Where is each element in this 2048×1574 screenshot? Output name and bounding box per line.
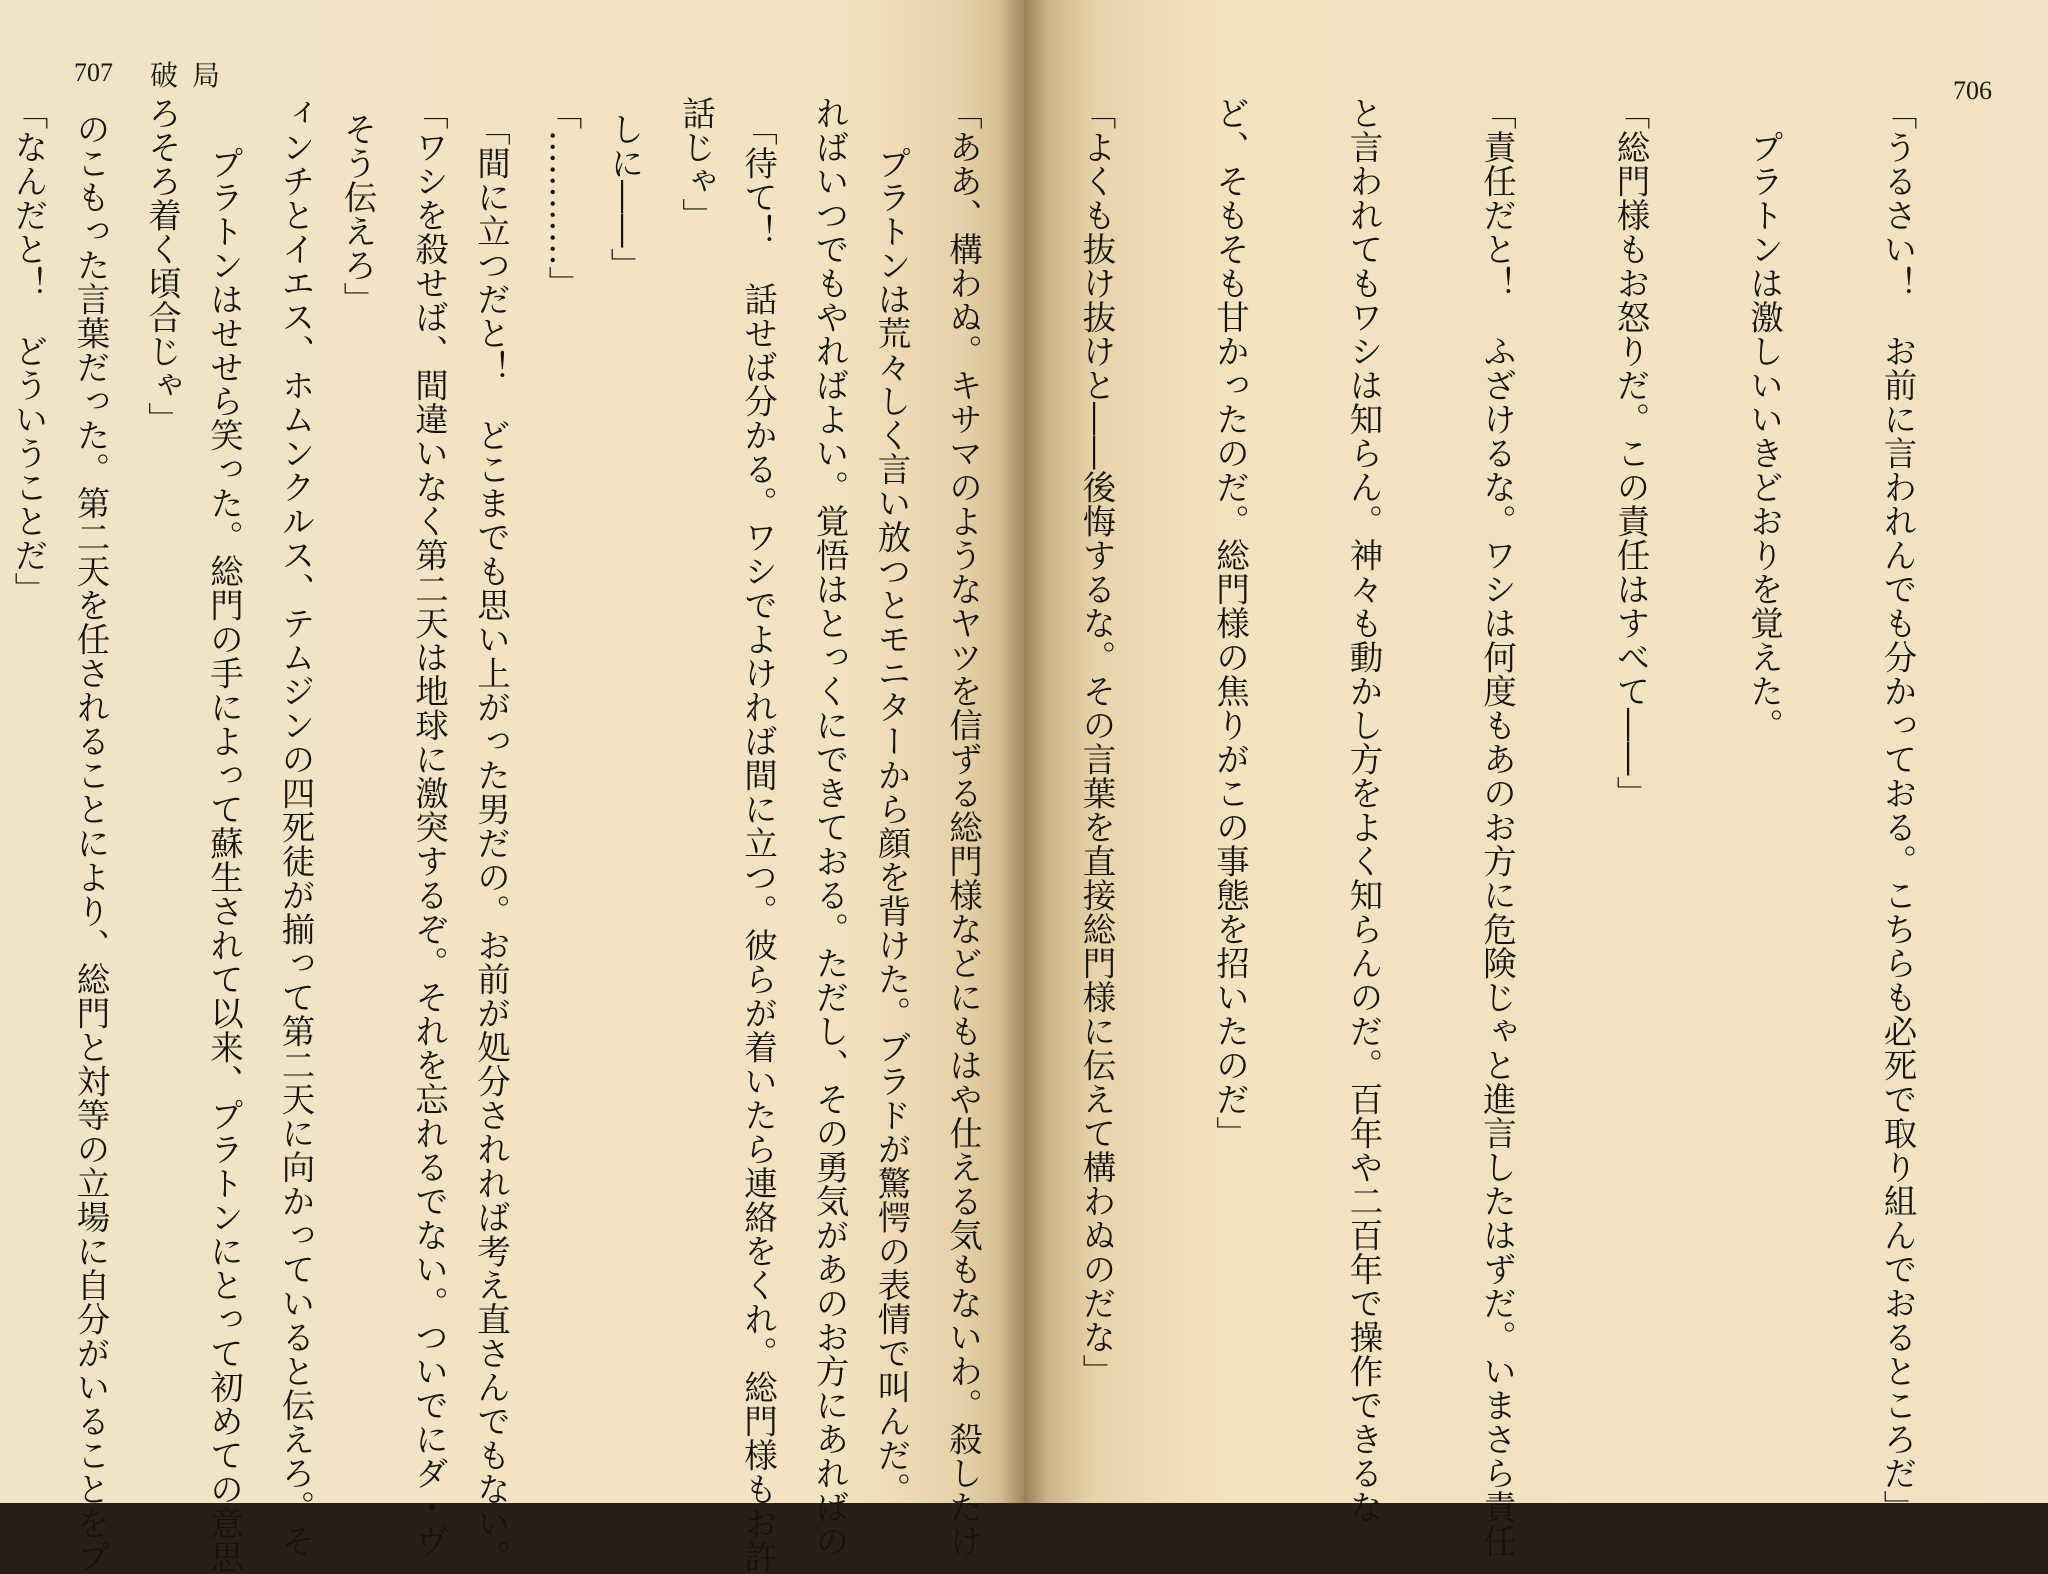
text-line: そう伝えろ」 <box>338 112 377 316</box>
running-head: 破局 <box>150 59 235 92</box>
text-line: 「なんだと！ どういうことだ」 <box>9 96 48 606</box>
text-line: 「待て！ 話せば分かる。ワシでよければ間に立つ。彼らが着いたら連絡をくれ。総門様もお許 <box>738 112 778 1574</box>
text-line: と言われてもワシは知らん。神々も動かし方をよく知らんのだ。百年や二百年で操作できるな <box>1344 96 1383 1524</box>
text-line: ろそろ着く頃合じゃ」 <box>142 96 182 436</box>
text-line: しに――」 <box>605 112 644 282</box>
text-line: 「総門様もお怒りだ。この責任はすべて――」 <box>1611 96 1650 810</box>
text-line: 「間に立つだと！ どこまでも思い上がった男だの。お前が処分されれば考え直さんでもない。 <box>471 112 511 1574</box>
text-line: プラトンは荒々しく言い放つとモニターから顔を背けた。ブラドが驚愕の表情で叫んだ。 <box>872 112 911 1506</box>
text-line: 「責任だと！ ふざけるな。ワシは何度もあのお方に危険じゃと進言したはずだ。いまさら責任 <box>1477 96 1517 1558</box>
text-line: のこもった言葉だった。第二天を任されることにより、総門と対等の立場に自分がいることをプ <box>71 112 110 1574</box>
text-line: 「ああ、構わぬ。キサマのようなヤツを信ずる総門様などにもはや仕える気もないわ。殺したけ <box>943 96 983 1558</box>
text-line: 「よくも抜け抜けと――後悔するな。その言葉を直接総門様に伝えて構わぬのだな」 <box>1077 96 1116 1388</box>
text-line: ればいつでもやればよい。覚悟はとっくにできておる。ただし、その勇気があのお方にあればの <box>810 96 849 1558</box>
text-line: プラトンは激しいいきどおりを覚えた。 <box>1744 96 1784 742</box>
text-line: 話じゃ」 <box>676 96 716 232</box>
text-line: ど、そもそも甘かったのだ。総門様の焦りがこの事態を招いたのだ」 <box>1210 96 1250 1150</box>
text-line: 「ワシを殺せば、間違いなく第二天は地球に激突するぞ。それを忘れるでない。ついでにダ・ヴ <box>409 96 449 1558</box>
text-line: ィンチとイエス、ホムンクルス、テムジンの四死徒が揃って第二天に向かっていると伝えろ。そ <box>276 96 315 1558</box>
text-line: 「…………」 <box>543 96 582 300</box>
page-number-left: 707 <box>74 58 113 87</box>
text-line: 「うるさい！ お前に言われんでも分かっておる。こちらも必死で取り組んでおるところだ」 <box>1878 96 1917 1524</box>
page-number-right: 706 <box>1953 76 1992 105</box>
text-line: プラトンはせせら笑った。総門の手によって蘇生されて以来、プラトンにとって初めての意思 <box>204 112 244 1574</box>
right-page-text <box>0 96 2008 1558</box>
